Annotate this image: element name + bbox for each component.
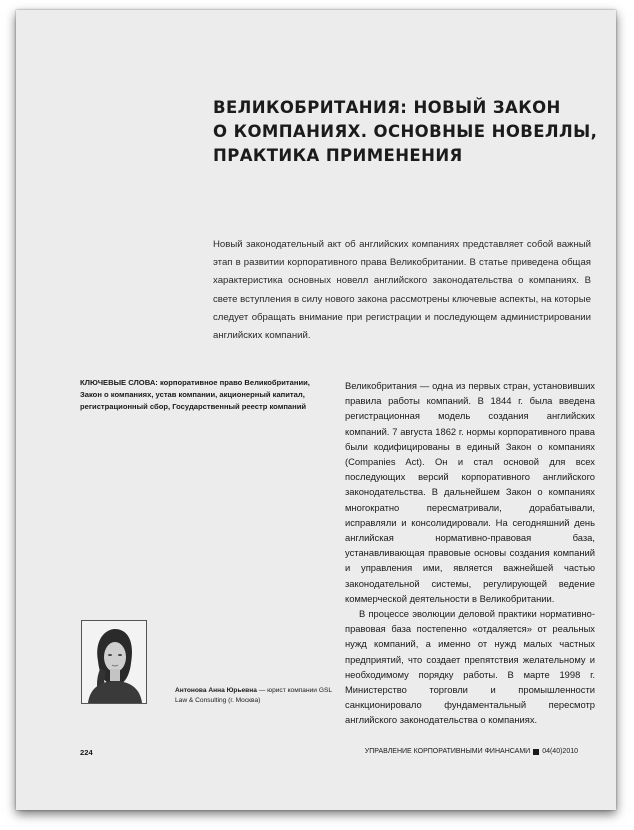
title-line: О КОМПАНИЯХ. ОСНОВНЫЕ НОВЕЛЛЫ,	[213, 122, 598, 141]
article-title	[213, 96, 598, 168]
keywords	[80, 377, 330, 414]
keywords-label: КЛЮЧЕВЫЕ СЛОВА:	[80, 378, 158, 387]
square-bullet-icon	[533, 749, 539, 755]
journal-footer	[365, 748, 578, 755]
keywords-list: корпоративное право Великобритании, Закон о компаниях, устав компании, акционерный капитал, регистрационный сбор, Государственный реестр компаний	[80, 378, 310, 412]
author-info	[175, 686, 335, 706]
article-body	[345, 378, 595, 728]
journal-issue: 04(40)2010	[542, 748, 578, 755]
page-number: 224	[80, 748, 93, 757]
journal-page	[16, 10, 616, 810]
body-paragraph: В процессе эволюции деловой практики нормативно-правовая база постепенно «отдаляется» от реальных нужд компаний, а именно от нужд малых частных предприятий, что создает препятствия желательному и необходимому порядку работы. В марте 1998 г. Министерство торговли и промышленности санкционировало фундаментальный пересмотр английского законодательства о компаниях.	[345, 608, 595, 726]
article-abstract: Новый законодательный акт об английских компаниях представляет собой важный этап в развитии корпоративного права Великобритании. В статье приведена общая характеристика основных новелл английского законодательства о компаниях. В свете вступления в силу нового закона рассмотрены ключевые аспекты, на которые следует обращать внимание при регистрации и последующем администрировании английских компаний.	[213, 239, 591, 342]
title-line: ВЕЛИКОБРИТАНИЯ: НОВЫЙ ЗАКОН	[213, 98, 561, 117]
journal-name: УПРАВЛЕНИЕ КОРПОРАТИВНЫМИ ФИНАНСАМИ	[364, 748, 531, 755]
author-portrait-image	[82, 621, 146, 703]
author-photo	[81, 620, 147, 704]
author-name: Антонова Анна Юрьевна	[175, 687, 257, 694]
body-paragraph: Великобритания — одна из первых стран, установивших правила работы компаний. В 1844 г. была введена регистрационная модель создания английских компаний. 7 августа 1862 г. нормы корпоративного права были кодифицированы в единый Закон о компаниях (Companies Act). Он и стал основой для всех последующих версий корпоративного английского законодательства. В дальнейшем Закон о компаниях многократно пересматривали, дорабатывали, исправляли и консолидировали. На сегодняшний день английская нормативно-правовая база, устанавливающая правовые основы создания компаний и управления ими, является важнейшей частью законодательной системы, регулирующей ведение коммерческой деятельности в Великобритании.	[345, 380, 595, 604]
title-line: ПРАКТИКА ПРИМЕНЕНИЯ	[213, 146, 463, 165]
author-description: — юрист компании GSL Law & Consulting (г. Москва)	[175, 687, 332, 704]
